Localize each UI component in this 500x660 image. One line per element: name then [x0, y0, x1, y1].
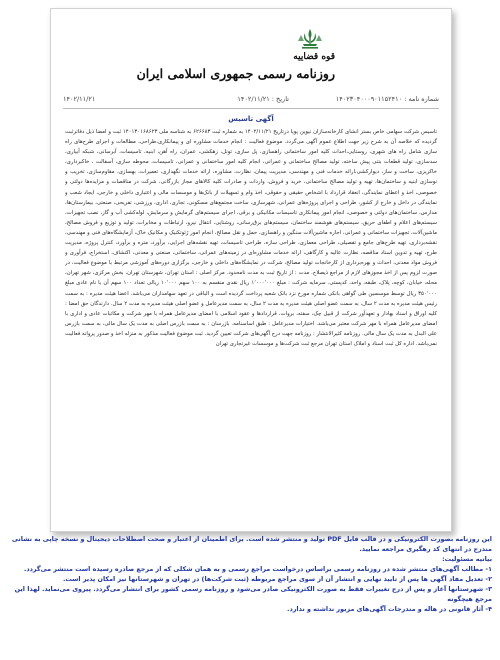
notice-heading: آگهی تاسیس	[228, 115, 274, 123]
footer-line: این روزنامه بصورت الکترونیکی و در قالب فایل PDF تولید و منتشر شده است. برای اطمینان از اعتبار و صحت اصطلاحات دیجیتال و نسخه چاپی به نشانی مندرج در انتهای کد رهگیری مراجعه نمایید.	[11, 535, 492, 553]
footer-line: ۱- مطالب آگهی‌های منتشر شده در روزنامه رسمی براساس درخواست مراجع رسمی و به همان شکلی که از مرجع صادره رسیده است منتشر می‌گردد.	[23, 565, 492, 573]
registration-number: شماره نامه : ۱۴۰۲۳۰۴۰۰۰۹۰۱۱۵۲۴۱۰	[335, 95, 439, 103]
iran-judiciary-emblem-icon	[297, 27, 323, 53]
notice-body: تاسیس شرکت سهامی خاص بستر انشای کارخانه‌سازان نیوین پویا درتاریخ ۱۴۰۲/۱۱/۲۱ به شماره ثبت ۶۲۶۶۸۳ به شناسه ملی ۱۴۰۱۳۰۱۶۸۶۲۳ ثبت و امضا ذیل دفاترثبت گردیده که خلاصه آن به شرح زیر جهت اطلاع عموم آگهی می‌گردد. موضوع فعالیت : انجام خدمات مشاوره ای و پیمانکاری،طراحی، مطالعات و اجرای طرح‌های راه سازی شامل راه های شهری، روستایی،احداث کلیه امور ساختمانی راهسازی، پل سازی، تونل، زهکشی، عمران، راه آهن، ابنیه، تاسیسات، آبرسانی، شبکه آبیاری، سدسازی، تولید قطعات بتنی پیش ساخته، تولید مصالح ساختمانی و عمرانی، انجام کلیه امور ساختمانی و عمرانی، تاسیسات، محوطه سازی، آسفالت ، خاکبرداری، خاکریزی، ساخت و ساز، دیوارکشی،ارائه خدمات فنی و مهندسی، مدیریت پیمان، نظارت، مشاوره، ارائه خدمات نگهداری، تعمیرات، بهسازی، مقاوم‌سازی، تخریب و نوسازی ابنیه و ساختمان‌ها، تهیه و تولید مصالح ساختمانی، خرید و فروش، واردات و صادرات کلیه کالاهای مجاز بازرگانی، شرکت در مناقصات و مزایده‌ها دولتی و خصوصی، اخذ و اعطای نمایندگی، انعقاد قرارداد با اشخاص حقیقی و حقوقی، اخذ وام و تسهیلات از بانک‌ها و موسسات مالی و اعتباری داخلی و خارجی، ایجاد شعب و نمایندگی در داخل و خارج از کشور، طراحی و اجرای پروژه‌های عمرانی، شهرسازی، ساخت مجتمع‌های مسکونی، تجاری، اداری، ورزشی، تفریحی، صنعتی، بیمارستان‌ها، مدارس، ساختمان‌های دولتی و خصوصی، انجام امور پیمانکاری تاسیسات مکانیکی و برقی، اجرای سیستم‌های گرمایش و سرمایش، لوله‌کشی آب و گاز، نصب تجهیزات، سیستم‌های اعلام و اطفای حریق، سیستم‌های هوشمند ساختمان، سیستم‌های برق‌رسانی، روشنایی، انتقال نیرو، ارتباطات و مخابرات، تولید و توزیع و فروش مصالح، ماشین‌آلات، تجهیزات ساختمانی و عمرانی، اجاره ماشین‌آلات سنگین و راهسازی، حمل و نقل مصالح، انجام امور ژئوتکنیک و مکانیک خاک، آزمایشگاه‌های فنی و مهندسی، نقشه‌برداری، تهیه طرح‌های جامع و تفصیلی، طراحی معماری، طراحی سازه، طراحی تاسیسات، تهیه نقشه‌های اجرایی، برآورد، متره و برآورد، کنترل پروژه، مدیریت طرح، تهیه و تدوین اسناد مناقصه، نظارت عالیه و کارگاهی، ارائه خدمات مشاوره‌ای در زمینه‌های عمرانی، ساختمانی، صنعتی و معدنی، اکتشاف، استخراج، فرآوری و فروش مواد معدنی، احداث و بهره‌برداری از کارخانجات تولید مصالح، شرکت در نمایشگاه‌های داخلی و خارجی، برگزاری دوره‌های آموزشی مرتبط با موضوع فعالیت، در صورت لزوم پس از اخذ مجوزهای لازم از مراجع ذیصلاح. مدت : از تاریخ ثبت به مدت نامحدود. مرکز اصلی : استان تهران، شهرستان تهران، بخش مرکزی، شهر تهران، محله، خیابان، کوچه، پلاک، طبقه، واحد، کدپستی. سرمایه شرکت : مبلغ ۱٬۰۰۰٬۰۰۰ ریال نقدی منقسم به ۱۰۰ سهم ۱۰٬۰۰۰ ریالی تعداد ۱۰۰ سهم آن با نام عادی مبلغ ۳۵۰٬۰۰۰ ریال توسط موسسین طی گواهی بانکی شماره مورخ نزد بانک شعبه پرداخت گردیده است و الباقی در تعهد سهامداران می‌باشد. اعضا هیئت مدیره : به سمت رئیس هیئت مدیره به مدت ۲ سال، به سمت عضو اصلی هیئت مدیره به مدت ۲ سال، به سمت مدیرعامل و عضو اصلی هیئت مدیره به مدت ۲ سال. دارندگان حق امضا : کلیه اوراق و اسناد بهادار و تعهدآور شرکت از قبیل چک، سفته، بروات، قراردادها و عقود اسلامی با امضای مدیرعامل همراه با مهر شرکت و مکاتبات عادی و اداری با امضای مدیرعامل همراه با مهر شرکت معتبر می‌باشد. اختیارات مدیرعامل : طبق اساسنامه. بازرسان : به سمت بازرس اصلی به مدت یک سال مالی، به سمت بازرس علی البدل به مدت یک سال مالی. روزنامه کثیرالانتشار : روزنامه جهت درج آگهی‌های شرکت تعیین گردید. ثبت موضوع فعالیت مذکور به منزله اخذ و صدور پروانه فعالیت نمی‌باشد. اداره کل ثبت اسناد و املاک استان تهران مرجع ثبت شرکت‌ها و موسسات غیرتجاری تهران	[65, 129, 437, 347]
meta-row	[63, 95, 439, 107]
newspaper-page	[50, 8, 452, 532]
judiciary-title: قوه قضاییه	[293, 52, 335, 62]
disclaimer-footer	[6, 534, 492, 614]
gazette-title: روزنامه رسمی جمهوری اسلامی ایران	[136, 66, 335, 81]
footer-line: بیانیه مسئولیت:	[442, 555, 492, 563]
publication-date: ۱۴۰۲/۱۱/۲۱	[63, 95, 96, 103]
footer-line: ۲- تعدیل مفاد آگهی ها پس از تایید نهایی و انتشار آن از سوی مراجع مربوطه (ثبت شرکت‌ها) در تهران و شهرستانها نیز امکان پذیر است.	[62, 575, 492, 583]
footer-line: ۴- آثار قانونی در هاله و مندرجات آگهی‌های مزبور نداشته و ندارد.	[287, 605, 492, 613]
header-divider	[63, 108, 439, 109]
issue-date: تاریخ : ۱۴۰۲/۱۱/۲۱	[237, 95, 289, 103]
footer-line: ۳- شهرستانها آغاز و پس از درج تغییرات فقط به صورت الکترونیکی صادر می‌شود و روزنامه رسمی کشور برای انتشار می‌گردد. پیروی می‌نماید. لهذا این مرجع هیچگونه	[14, 585, 492, 603]
